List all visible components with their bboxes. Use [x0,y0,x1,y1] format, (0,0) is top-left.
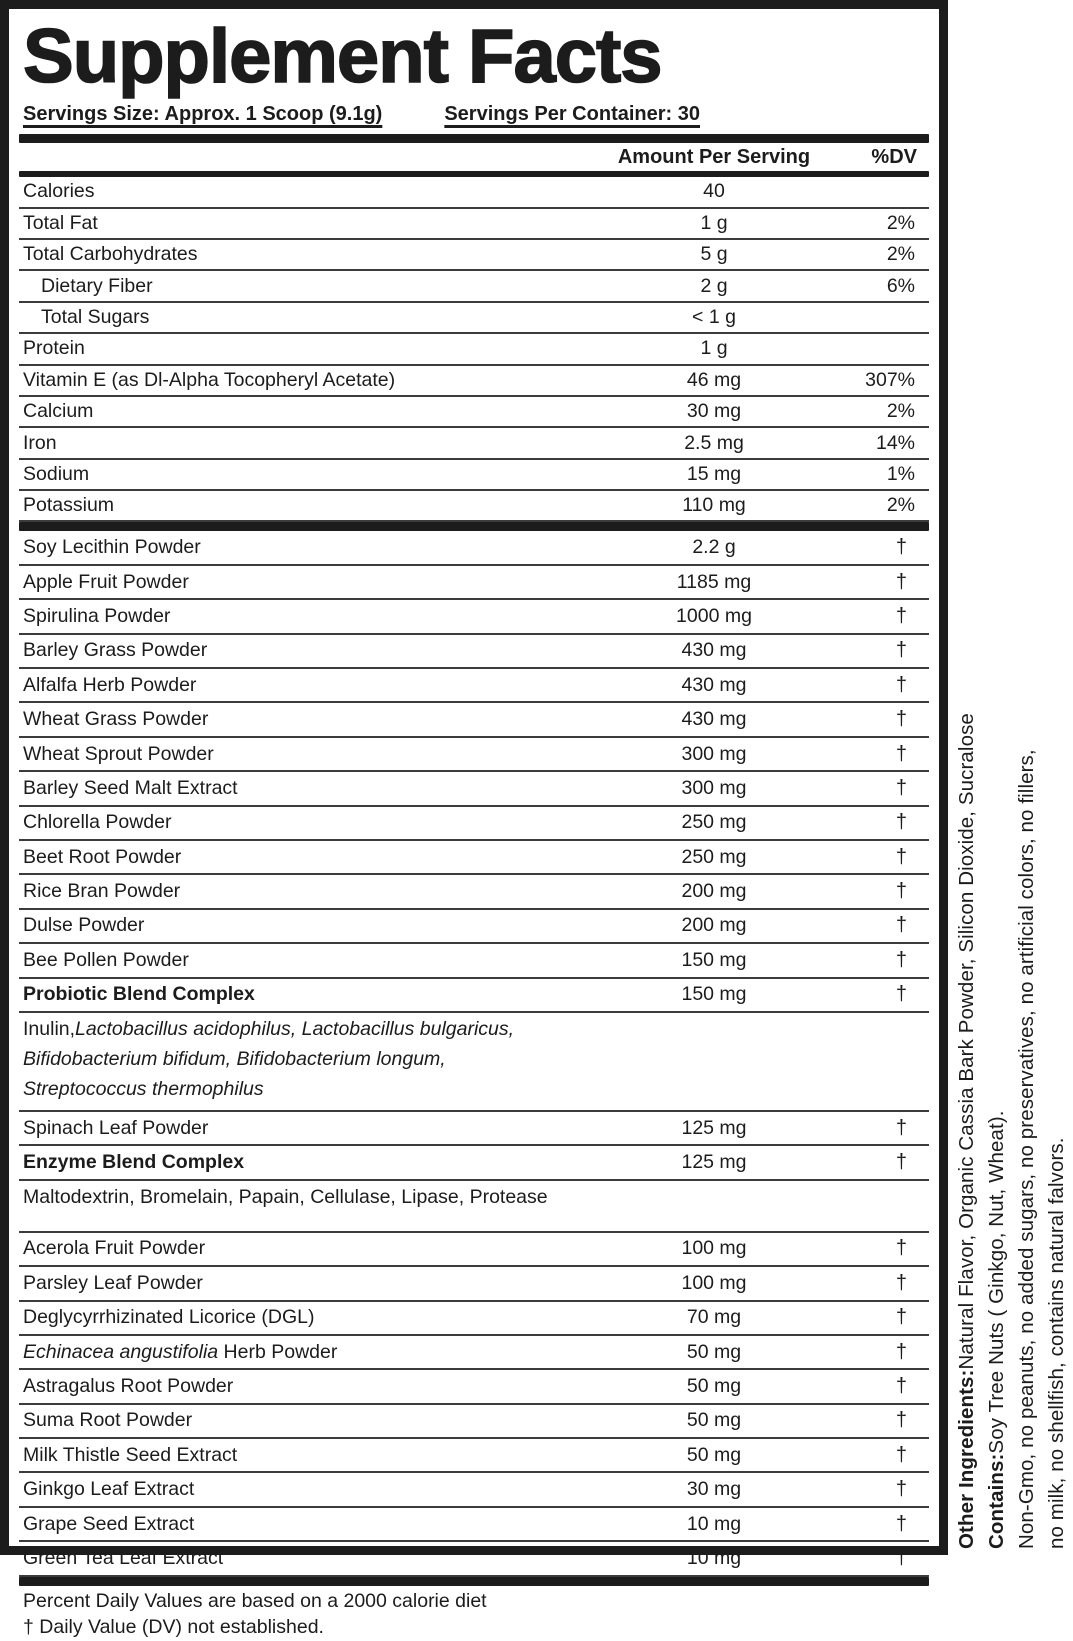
ingredient-row [19,1267,929,1301]
row-amount: 30 mg [686,1478,742,1501]
row-dv: † [895,1116,907,1139]
ingredient-row [19,841,929,875]
text-segment: Bifidobacterium bifidum, Bifidobacterium longum, [23,1048,446,1071]
row-amount: 2.5 mg [684,431,744,454]
ingredient-row [19,669,929,703]
col-header-dv: %DV [871,145,917,168]
nutrient-row [19,177,929,208]
row-amount: 150 mg [681,948,747,971]
row-dv: † [895,1546,907,1569]
serving-size-text: Servings Size: Approx. 1 Scoop (9.1g) [23,103,383,126]
nutrient-row [19,460,929,491]
row-dv: 1% [886,462,915,485]
row-dv: † [895,1340,907,1363]
ingredient-row [19,1508,929,1542]
row-dv: † [895,811,907,834]
nutrient-row [19,491,929,522]
row-name: Barley Seed Malt Extract [23,776,238,799]
row-name: Ginkgo Leaf Extract [23,1478,195,1501]
row-amount: 15 mg [686,462,742,485]
row-dv: 14% [875,431,915,454]
row-dv: † [895,1443,907,1466]
ingredient-row [19,979,929,1013]
row-name: Calories [23,180,95,203]
ingredient-row [19,910,929,944]
row-dv: † [895,742,907,765]
row-dv: † [895,1237,907,1260]
sublist-line [23,1075,929,1105]
text-segment: Non-Gmo, no peanuts, no added sugars, no preservatives, no artificial colors, no fillers, [1015,749,1038,1549]
row-dv: † [895,570,907,593]
row-dv: 307% [865,368,915,391]
row-dv: † [895,880,907,903]
calorie-footnote: Percent Daily Values are based on a 2000 calorie diet [23,1590,487,1613]
servings-per-container-text: Servings Per Container: 30 [444,103,700,126]
row-dv: 2% [886,211,915,234]
side-note-line [982,687,1012,1549]
nutrient-row [19,397,929,428]
ingredient-sublist [19,1181,929,1233]
row-amount: 150 mg [681,983,747,1006]
text-segment: Streptococcus thermophilus [23,1078,264,1101]
col-header-amount: Amount Per Serving [617,145,811,168]
ingredient-row [19,738,929,772]
ingredient-row [19,531,929,565]
row-dv: † [895,1306,907,1329]
text-segment: Soy Tree Nuts ( Ginkgo, Nut, Wheat). [985,1110,1008,1454]
row-name: Chlorella Powder [23,811,172,834]
serving-info-row [23,103,929,126]
row-amount: 50 mg [686,1409,742,1432]
ingredient-row [19,600,929,634]
row-name: Beet Root Powder [23,845,182,868]
row-name: Probiotic Blend Complex [23,983,255,1006]
row-name: Total Sugars [41,305,150,328]
nutrient-row [19,428,929,459]
ingredient-row [19,566,929,600]
row-name: Dulse Powder [23,914,145,937]
row-name: Calcium [23,400,94,423]
row-name: Bee Pollen Powder [23,948,189,971]
column-header-row [19,144,929,170]
row-dv: † [895,845,907,868]
row-name: Sodium [23,462,90,485]
text-segment: Herb Powder [218,1340,338,1363]
row-dv: † [895,776,907,799]
row-dv: † [895,1374,907,1397]
ingredient-row [19,1370,929,1404]
nutrient-row [19,366,929,397]
row-name: Vitamin E (as Dl-Alpha Tocopheryl Acetate) [23,368,396,391]
row-amount: 1000 mg [676,604,752,627]
row-name: Iron [23,431,57,454]
footnotes [19,1586,929,1641]
row-name: Green Tea Leaf Extract [23,1546,224,1569]
row-name: Milk Thistle Seed Extract [23,1443,238,1466]
row-amount: 110 mg [682,494,746,517]
text-segment: Contains: [985,1453,1008,1549]
row-dv: † [895,1478,907,1501]
row-name: Total Carbohydrates [23,243,198,266]
row-dv: † [895,1409,907,1432]
sublist-line [23,1045,929,1075]
row-dv: 2% [886,243,915,266]
row-name: Enzyme Blend Complex [23,1151,245,1174]
sublist-line [23,1183,929,1213]
ingredient-row [19,807,929,841]
text-segment: Lactobacillus acidophilus, Lactobacillus bulgaricus, [75,1018,515,1041]
row-name: Suma Root Powder [23,1409,193,1432]
divider-bar [19,1577,929,1586]
nutrient-row [19,240,929,271]
text-segment: Echinacea angustifolia [23,1340,219,1363]
row-dv: † [895,1151,907,1174]
vertical-ingredients-note [948,0,1073,1555]
row-amount: 300 mg [681,776,747,799]
row-name: Total Fat [23,211,98,234]
ingredient-row [19,1336,929,1370]
row-name: Deglycyrrhizinated Licorice (DGL) [23,1306,315,1329]
text-segment: Maltodextrin, Bromelain, Papain, Cellulase, Lipase, Protease [23,1186,548,1209]
row-name: Wheat Grass Powder [23,708,209,731]
row-amount: 1185 mg [676,570,752,593]
row-amount: < 1 g [692,305,736,328]
ingredient-row [19,1405,929,1439]
row-name: Alfalfa Herb Powder [23,673,197,696]
ingredient-row [19,635,929,669]
row-dv: † [895,914,907,937]
side-note-line [1042,687,1072,1549]
row-amount: 2 g [700,274,728,297]
row-name: Dietary Fiber [41,274,153,297]
row-amount: 1 g [700,211,728,234]
row-dv: † [895,604,907,627]
row-dv: † [895,536,907,559]
row-name: Astragalus Root Powder [23,1374,234,1397]
ingredient-row [19,875,929,909]
row-name: Grape Seed Extract [23,1512,195,1535]
row-amount: 430 mg [681,708,747,731]
row-amount: 250 mg [681,811,747,834]
divider-bar [19,522,929,531]
row-dv: † [895,673,907,696]
row-name: Spirulina Powder [23,604,171,627]
row-name: Protein [23,337,85,360]
row-name: Wheat Sprout Powder [23,742,214,765]
row-dv: † [895,948,907,971]
nutrient-row [19,271,929,302]
row-amount: 1 g [700,337,728,360]
ingredient-row [19,1112,929,1146]
row-name: Spinach Leaf Powder [23,1116,209,1139]
row-amount: 5 g [700,243,728,266]
row-amount: 30 mg [686,400,742,423]
row-name: Soy Lecithin Powder [23,536,201,559]
nutrient-row [19,334,929,365]
ingredient-row [19,1439,929,1473]
row-amount: 250 mg [681,845,747,868]
row-amount: 10 mg [686,1546,742,1569]
row-amount: 125 mg [681,1116,747,1139]
row-amount: 200 mg [681,880,747,903]
ingredient-row [19,1302,929,1336]
ingredient-sublist [19,1013,929,1112]
side-note-line [1012,687,1042,1549]
row-amount: 50 mg [686,1443,742,1466]
divider-bar [19,134,929,143]
row-dv: 2% [886,400,915,423]
row-dv: † [895,639,907,662]
nutrient-row [19,303,929,334]
ingredient-row [19,703,929,737]
ingredient-row [19,1233,929,1267]
row-name: Parsley Leaf Powder [23,1271,203,1294]
row-dv: † [895,1271,907,1294]
side-note-line [952,687,982,1549]
ingredient-row [19,772,929,806]
sublist-line [23,1015,929,1045]
row-amount: 100 mg [681,1271,747,1294]
ingredient-row [19,1146,929,1180]
row-amount: 50 mg [686,1374,742,1397]
row-name: Apple Fruit Powder [23,570,189,593]
row-amount: 430 mg [681,673,747,696]
row-name [19,1341,599,1364]
ingredient-row [19,944,929,978]
row-amount: 200 mg [681,914,747,937]
row-amount: 300 mg [681,742,747,765]
row-amount: 70 mg [686,1306,742,1329]
row-amount: 2.2 g [692,536,736,559]
ingredient-row [19,1542,929,1576]
row-name: Rice Bran Powder [23,880,181,903]
row-name: Potassium [23,494,115,517]
row-dv: 2% [886,494,915,517]
text-segment: no milk, no shellfish, contains natural falvors. [1045,1137,1068,1549]
row-name: Acerola Fruit Powder [23,1237,206,1260]
vertical-ingredients-text [952,687,1072,1549]
row-amount: 430 mg [681,639,747,662]
row-amount: 125 mg [681,1151,747,1174]
ingredient-row [19,1473,929,1507]
row-amount: 50 mg [686,1340,742,1363]
nutrient-row [19,209,929,240]
row-dv: 6% [886,274,915,297]
row-amount: 100 mg [681,1237,747,1260]
row-amount: 46 mg [686,368,742,391]
text-segment: Other Ingredients: [955,1369,978,1549]
dv-footnote: † Daily Value (DV) not established. [23,1616,324,1639]
row-dv: † [895,1512,907,1535]
row-amount: 10 mg [686,1512,742,1535]
row-amount: 40 [703,180,725,203]
row-dv: † [895,708,907,731]
panel-title: Supplement Facts [23,14,662,99]
row-dv: † [895,983,907,1006]
row-name: Barley Grass Powder [23,639,208,662]
text-segment: Inulin, [23,1018,76,1041]
text-segment: Natural Flavor, Organic Cassia Bark Powder, Silicon Dioxide, Sucralose [955,713,978,1370]
